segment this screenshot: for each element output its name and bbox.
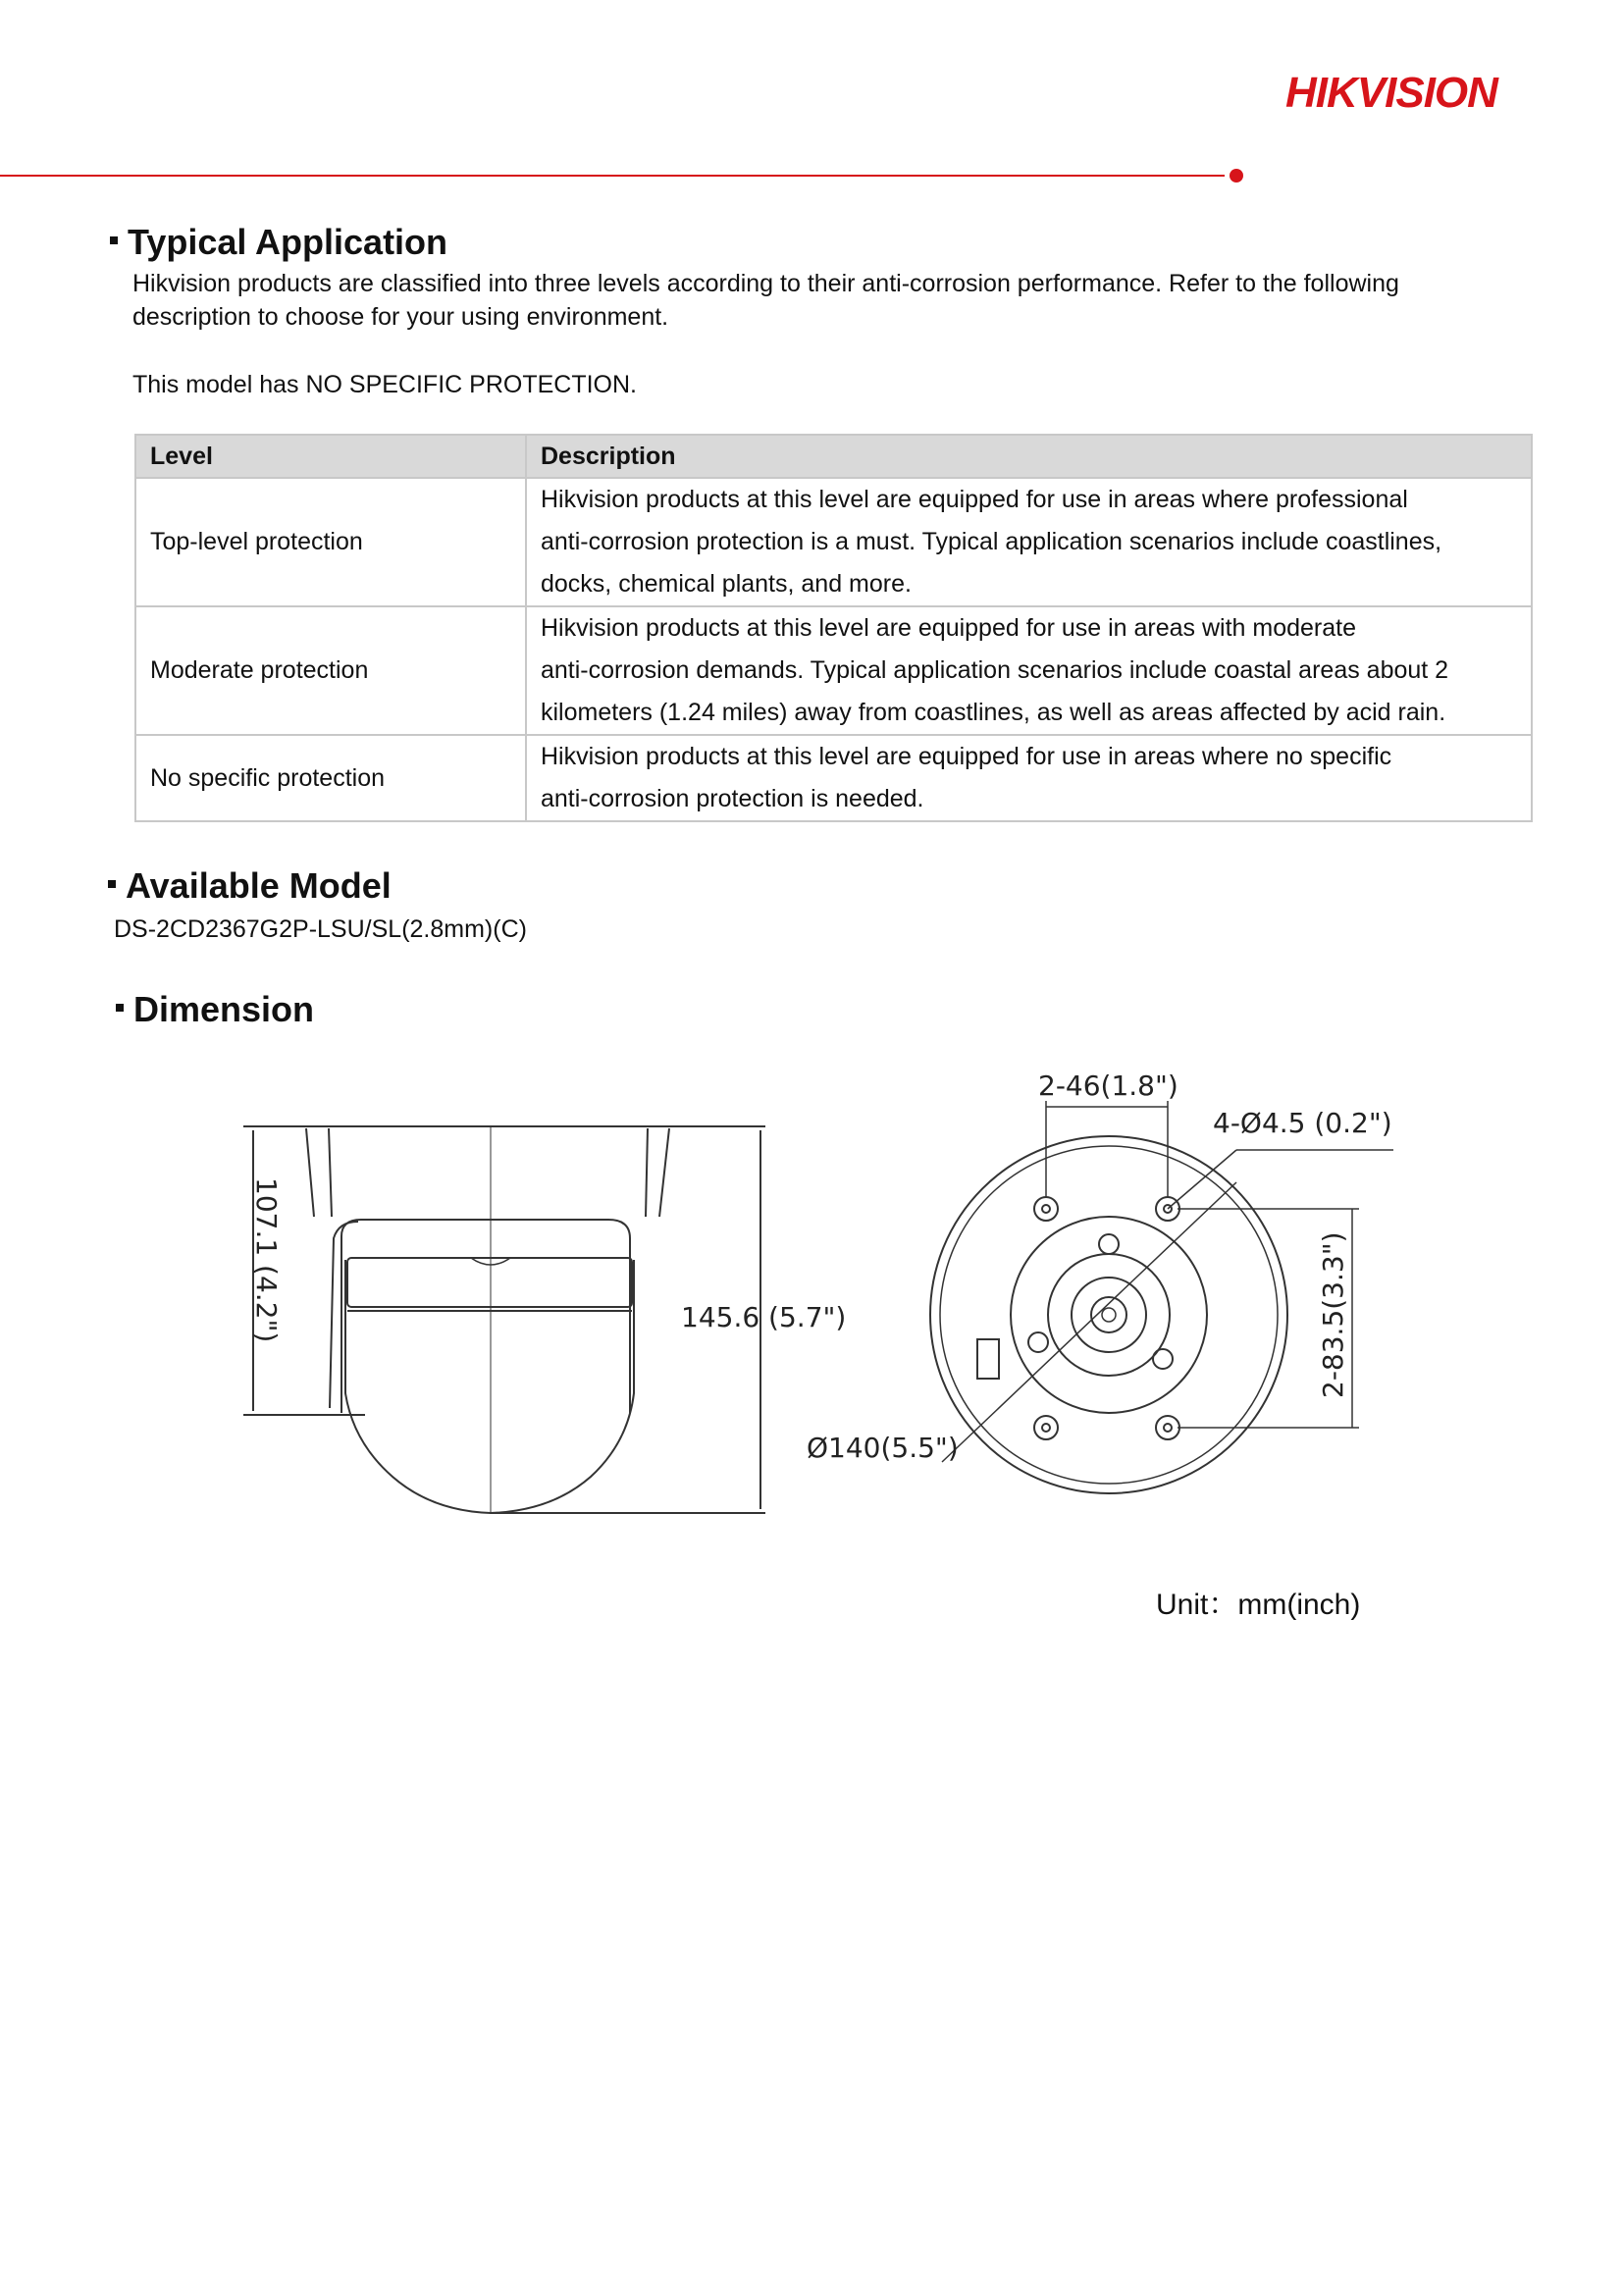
table-header-level: Level <box>135 435 526 478</box>
label-hole-spacing-top: 2-46(1.8") <box>1038 1070 1178 1102</box>
description-line: anti-corrosion protection is a must. Typical application scenarios include coastlines, <box>541 528 1442 555</box>
screw-hole-bottom-right <box>1156 1416 1179 1439</box>
screw-hole-bottom-right-center <box>1164 1424 1172 1432</box>
label-hole-diameter: 4-Ø4.5 (0.2") <box>1213 1107 1392 1139</box>
section-title-text: Available Model <box>126 865 392 906</box>
table-cell-level: Top-level protection <box>135 478 526 606</box>
label-base-diameter: Ø140(5.5") <box>807 1432 959 1464</box>
mount-screw-top <box>1099 1234 1119 1254</box>
intro-line: Hikvision products are classified into three levels according to their anti-corrosion performance. Refer to the following <box>132 270 1399 297</box>
mount-screw-right <box>1153 1349 1173 1369</box>
model-number: DS-2CD2367G2P-LSU/SL(2.8mm)(C) <box>114 915 527 943</box>
description-line: anti-corrosion demands. Typical application scenarios include coastal areas about 2 <box>541 656 1449 684</box>
bracket-inner <box>341 1220 630 1413</box>
description-line: Hikvision products at this level are equipped for use in areas with moderate <box>541 614 1356 642</box>
label-height-base: 107.1 (4.2") <box>250 1177 283 1343</box>
description-line: Hikvision products at this level are equipped for use in areas where professional <box>541 486 1408 513</box>
bracket-right-edge <box>646 1128 648 1217</box>
unit-label: Unit：mm(inch) <box>1156 1589 1361 1621</box>
bracket-outer-right <box>659 1128 669 1217</box>
base-outer-circle <box>930 1136 1287 1493</box>
center-connector <box>1072 1278 1146 1352</box>
center-pin <box>1102 1308 1116 1322</box>
description-line: kilometers (1.24 miles) away from coastlines, as well as areas affected by acid rain. <box>541 699 1446 726</box>
table-cell-level: No specific protection <box>135 735 526 821</box>
brand-logo: HIKVISION <box>1285 69 1497 117</box>
section-title-text: Typical Application <box>128 222 448 262</box>
screw-hole-bottom-left-center <box>1042 1424 1050 1432</box>
model-protection-note: This model has NO SPECIFIC PROTECTION. <box>132 371 637 398</box>
mount-ring <box>1011 1217 1207 1413</box>
side-tab <box>977 1339 999 1379</box>
description-line: Hikvision products at this level are equipped for use in areas where no specific <box>541 743 1392 770</box>
description-line: docks, chemical plants, and more. <box>541 570 912 598</box>
screw-hole-top-left <box>1034 1197 1058 1221</box>
label-hole-spacing-side: 2-83.5(3.3") <box>1317 1231 1349 1398</box>
bracket-left-arm <box>330 1222 358 1408</box>
screw-hole-top-left-center <box>1042 1205 1050 1213</box>
table-cell-level: Moderate protection <box>135 606 526 735</box>
label-height-total: 145.6 (5.7") <box>681 1301 847 1333</box>
center-hub <box>1048 1254 1170 1376</box>
intro-line: description to choose for your using environment. <box>132 303 669 331</box>
base-inner-circle <box>940 1146 1278 1484</box>
screw-hole-bottom-left <box>1034 1416 1058 1439</box>
mount-screw-left <box>1028 1332 1048 1352</box>
camera-dome <box>345 1260 634 1513</box>
description-line: anti-corrosion protection is needed. <box>541 785 924 812</box>
section-title-text: Dimension <box>133 989 315 1029</box>
bracket-outer-left <box>306 1128 314 1217</box>
base-diameter-leader <box>942 1182 1236 1462</box>
bracket-left-edge <box>329 1128 332 1217</box>
table-header-description: Description <box>526 435 1532 478</box>
